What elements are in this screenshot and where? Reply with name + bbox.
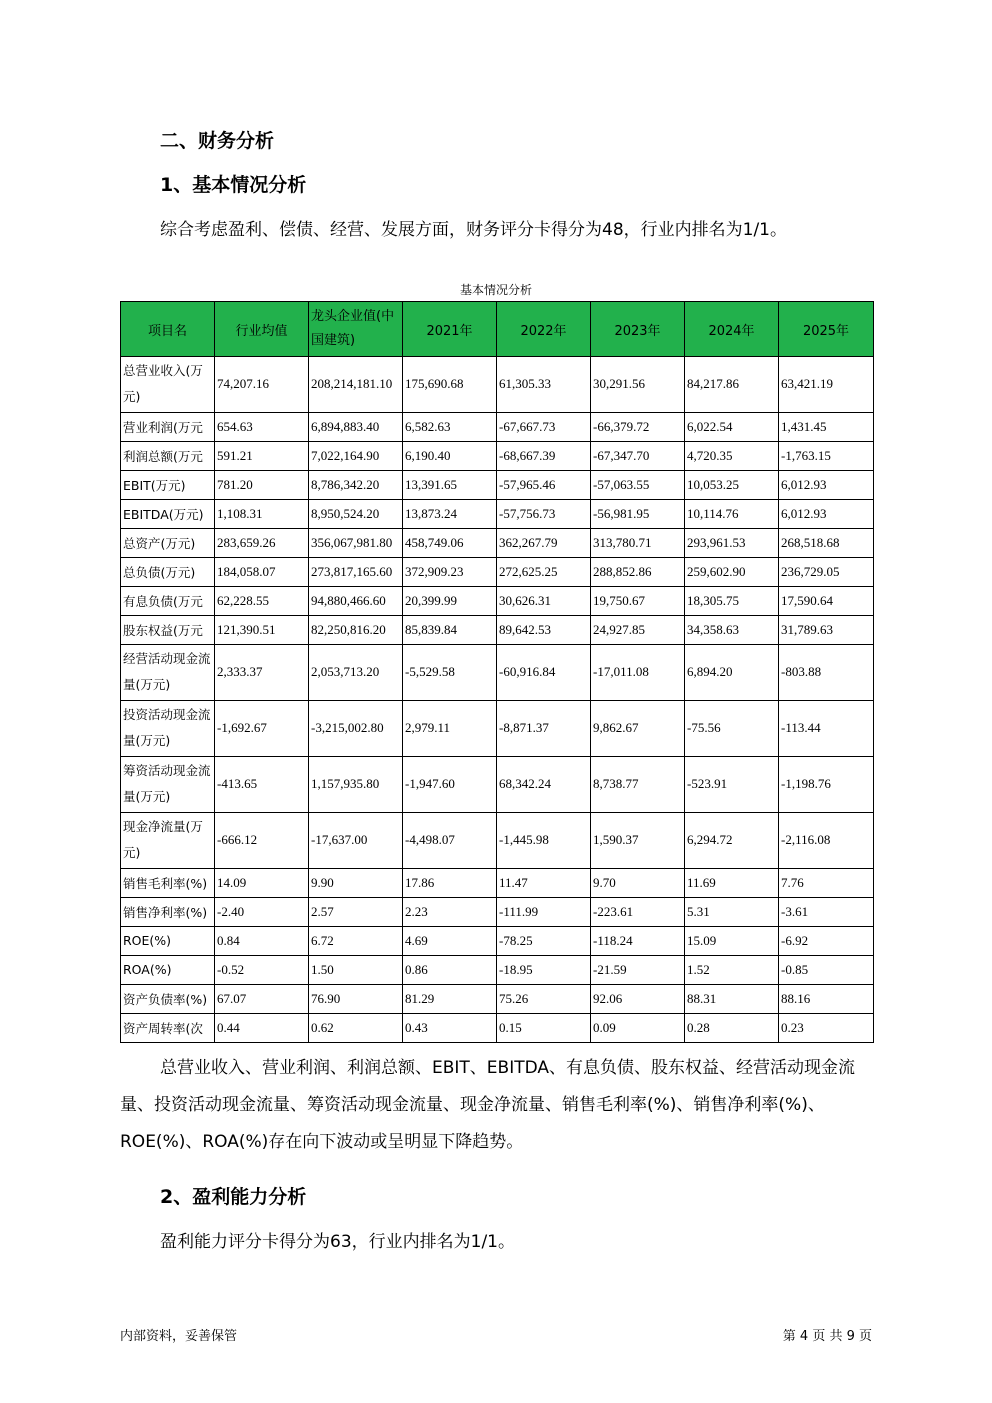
table-header-cell: 龙头企业值(中国建筑) [309, 302, 403, 357]
table-cell: 1,157,935.80 [309, 757, 403, 813]
table-cell: 6,012.93 [779, 471, 874, 500]
row-label: 股东权益(万元 [121, 616, 215, 645]
table-cell: 75.26 [497, 985, 591, 1014]
table-cell: 34,358.63 [685, 616, 779, 645]
table-row [121, 869, 874, 898]
table-cell: -113.44 [779, 701, 874, 757]
table-cell: -413.65 [215, 757, 309, 813]
table-header-cell: 行业均值 [215, 302, 309, 357]
table-row [121, 442, 874, 471]
table-cell: 17.86 [403, 869, 497, 898]
table-cell: 1.52 [685, 956, 779, 985]
table-cell: -111.99 [497, 898, 591, 927]
table-cell: 10,114.76 [685, 500, 779, 529]
table-cell: 6,894,883.40 [309, 413, 403, 442]
table-cell: 356,067,981.80 [309, 529, 403, 558]
table-cell: -2,116.08 [779, 813, 874, 869]
table-row [121, 813, 874, 869]
table-cell: 9.70 [591, 869, 685, 898]
row-label: 经营活动现金流量(万元) [121, 645, 215, 701]
table-cell: -3,215,002.80 [309, 701, 403, 757]
row-label: EBIT(万元) [121, 471, 215, 500]
table-row [121, 529, 874, 558]
table-cell: 9.90 [309, 869, 403, 898]
table-cell: 184,058.07 [215, 558, 309, 587]
table-cell: 0.09 [591, 1014, 685, 1043]
table-row [121, 1014, 874, 1043]
row-label: ROA(%) [121, 956, 215, 985]
table-cell: -118.24 [591, 927, 685, 956]
table-cell: 1.50 [309, 956, 403, 985]
row-label: 投资活动现金流量(万元) [121, 701, 215, 757]
section-title: 二、财务分析 [160, 130, 275, 152]
table-row [121, 558, 874, 587]
table-header-cell: 2024年 [685, 302, 779, 357]
table-cell: 13,873.24 [403, 500, 497, 529]
table-cell: -1,947.60 [403, 757, 497, 813]
row-label: 现金净流量(万元) [121, 813, 215, 869]
table-cell: 62,228.55 [215, 587, 309, 616]
table-cell: 10,053.25 [685, 471, 779, 500]
table-cell: 15.09 [685, 927, 779, 956]
table-cell: -1,692.67 [215, 701, 309, 757]
table-cell: -1,198.76 [779, 757, 874, 813]
table-row [121, 587, 874, 616]
table-row [121, 701, 874, 757]
table-cell: 7,022,164.90 [309, 442, 403, 471]
table-cell: 6.72 [309, 927, 403, 956]
table-cell: 18,305.75 [685, 587, 779, 616]
table-cell: 2.23 [403, 898, 497, 927]
table-cell: 92.06 [591, 985, 685, 1014]
footer-page-number: 第 4 页 共 9 页 [782, 1329, 872, 1344]
table-cell: 6,582.63 [403, 413, 497, 442]
table-cell: 8,738.77 [591, 757, 685, 813]
row-label: EBITDA(万元) [121, 500, 215, 529]
row-label: 筹资活动现金流量(万元) [121, 757, 215, 813]
table-row [121, 757, 874, 813]
table-cell: 1,108.31 [215, 500, 309, 529]
table-cell: 20,399.99 [403, 587, 497, 616]
table-cell: -2.40 [215, 898, 309, 927]
table-cell: -67,347.70 [591, 442, 685, 471]
table-cell: 94,880,466.60 [309, 587, 403, 616]
table-cell: 6,894.20 [685, 645, 779, 701]
table-cell: 11.69 [685, 869, 779, 898]
row-label: 有息负债(万元 [121, 587, 215, 616]
table-cell: 0.28 [685, 1014, 779, 1043]
table-cell: -1,763.15 [779, 442, 874, 471]
table-cell: 175,690.68 [403, 357, 497, 413]
table-cell: -1,445.98 [497, 813, 591, 869]
table-cell: -0.52 [215, 956, 309, 985]
table-row [121, 985, 874, 1014]
table-cell: 76.90 [309, 985, 403, 1014]
trend-text: 总营业收入、营业利润、利润总额、EBIT、EBITDA、有息负债、股东权益、经营活动现金流量、投资活动现金流量、筹资活动现金流量、现金净流量、销售毛利率(%)、销售净利率(%)、ROE(%)、ROA(%)存在向下波动或呈明显下降趋势。 [120, 1058, 856, 1152]
table-cell: 11.47 [497, 869, 591, 898]
table-cell: -5,529.58 [403, 645, 497, 701]
table-cell: 63,421.19 [779, 357, 874, 413]
table-cell: 7.76 [779, 869, 874, 898]
table-cell: 591.21 [215, 442, 309, 471]
table-cell: 81.29 [403, 985, 497, 1014]
table-cell: -666.12 [215, 813, 309, 869]
table-cell: 458,749.06 [403, 529, 497, 558]
table-row [121, 956, 874, 985]
table-cell: 67.07 [215, 985, 309, 1014]
table-header-row [121, 302, 874, 357]
table-cell: -60,916.84 [497, 645, 591, 701]
basic-analysis-table [120, 301, 874, 1043]
table-cell: -21.59 [591, 956, 685, 985]
table-cell: 30,626.31 [497, 587, 591, 616]
subsection-title-profitability: 2、盈利能力分析 [160, 1186, 307, 1208]
table-cell: 236,729.05 [779, 558, 874, 587]
table-cell: 24,927.85 [591, 616, 685, 645]
table-row [121, 413, 874, 442]
row-label: 利润总额(万元 [121, 442, 215, 471]
table-cell: 17,590.64 [779, 587, 874, 616]
table-cell: 0.84 [215, 927, 309, 956]
row-label: 总营业收入(万元) [121, 357, 215, 413]
table-row [121, 927, 874, 956]
table-cell: -223.61 [591, 898, 685, 927]
row-label: 销售毛利率(%) [121, 869, 215, 898]
table-cell: 30,291.56 [591, 357, 685, 413]
row-label: 总负债(万元) [121, 558, 215, 587]
table-cell: 85,839.84 [403, 616, 497, 645]
table-cell: 273,817,165.60 [309, 558, 403, 587]
table-cell: 2.57 [309, 898, 403, 927]
table-cell: -78.25 [497, 927, 591, 956]
table-row [121, 898, 874, 927]
row-label: 资产负债率(%) [121, 985, 215, 1014]
table-cell: 13,391.65 [403, 471, 497, 500]
row-label: 资产周转率(次 [121, 1014, 215, 1043]
table-cell: 89,642.53 [497, 616, 591, 645]
table-cell: 74,207.16 [215, 357, 309, 413]
table-cell: 88.16 [779, 985, 874, 1014]
table-cell: 283,659.26 [215, 529, 309, 558]
table-cell: 4,720.35 [685, 442, 779, 471]
table-cell: 781.20 [215, 471, 309, 500]
table-cell: 68,342.24 [497, 757, 591, 813]
table-cell: 14.09 [215, 869, 309, 898]
table-row [121, 616, 874, 645]
table-cell: 31,789.63 [779, 616, 874, 645]
table-cell: 9,862.67 [591, 701, 685, 757]
table-cell: -17,637.00 [309, 813, 403, 869]
table-cell: 0.44 [215, 1014, 309, 1043]
table-cell: 8,786,342.20 [309, 471, 403, 500]
table-cell: 61,305.33 [497, 357, 591, 413]
table-cell: 0.15 [497, 1014, 591, 1043]
table-cell: 654.63 [215, 413, 309, 442]
table-cell: 372,909.23 [403, 558, 497, 587]
table-cell: -3.61 [779, 898, 874, 927]
table-cell: 208,214,181.10 [309, 357, 403, 413]
table-cell: 4.69 [403, 927, 497, 956]
table-cell: 293,961.53 [685, 529, 779, 558]
table-cell: 121,390.51 [215, 616, 309, 645]
row-label: 总资产(万元) [121, 529, 215, 558]
table-cell: 82,250,816.20 [309, 616, 403, 645]
table-cell: 6,022.54 [685, 413, 779, 442]
table-cell: -57,063.55 [591, 471, 685, 500]
table-cell: 19,750.67 [591, 587, 685, 616]
table-cell: -6.92 [779, 927, 874, 956]
table-row [121, 645, 874, 701]
basic-summary-text: 综合考虑盈利、偿债、经营、发展方面，财务评分卡得分为48，行业内排名为1/1。 [160, 220, 787, 240]
table-cell: -57,965.46 [497, 471, 591, 500]
table-cell: 2,979.11 [403, 701, 497, 757]
table-cell: 0.86 [403, 956, 497, 985]
table-caption: 基本情况分析 [459, 283, 532, 297]
table-cell: 0.62 [309, 1014, 403, 1043]
table-cell: -75.56 [685, 701, 779, 757]
table-header-cell: 2022年 [497, 302, 591, 357]
table-cell: 313,780.71 [591, 529, 685, 558]
table-cell: 2,053,713.20 [309, 645, 403, 701]
table-cell: -56,981.95 [591, 500, 685, 529]
table-cell: 1,590.37 [591, 813, 685, 869]
table-cell: 288,852.86 [591, 558, 685, 587]
table-header-cell: 2023年 [591, 302, 685, 357]
table-header-cell: 2025年 [779, 302, 874, 357]
table-cell: 272,625.25 [497, 558, 591, 587]
subsection-title-basic: 1、基本情况分析 [160, 174, 307, 196]
table-row [121, 471, 874, 500]
table-cell: 362,267.79 [497, 529, 591, 558]
table-header-cell: 项目名 [121, 302, 215, 357]
table-cell: -8,871.37 [497, 701, 591, 757]
row-label: ROE(%) [121, 927, 215, 956]
table-cell: -4,498.07 [403, 813, 497, 869]
table-cell: 2,333.37 [215, 645, 309, 701]
row-label: 营业利润(万元 [121, 413, 215, 442]
table-cell: 268,518.68 [779, 529, 874, 558]
table-cell: -803.88 [779, 645, 874, 701]
table-cell: 88.31 [685, 985, 779, 1014]
footer-confidential: 内部资料，妥善保管 [120, 1329, 238, 1344]
table-cell: 0.23 [779, 1014, 874, 1043]
table-cell: 6,012.93 [779, 500, 874, 529]
table-cell: 6,190.40 [403, 442, 497, 471]
table-cell: -66,379.72 [591, 413, 685, 442]
table-cell: -67,667.73 [497, 413, 591, 442]
table-row [121, 357, 874, 413]
table-cell: -68,667.39 [497, 442, 591, 471]
table-row [121, 500, 874, 529]
table-cell: 259,602.90 [685, 558, 779, 587]
table-cell: -523.91 [685, 757, 779, 813]
table-cell: 0.43 [403, 1014, 497, 1043]
table-cell: -17,011.08 [591, 645, 685, 701]
table-cell: 8,950,524.20 [309, 500, 403, 529]
table-cell: 6,294.72 [685, 813, 779, 869]
table-cell: 1,431.45 [779, 413, 874, 442]
profitability-summary-text: 盈利能力评分卡得分为63，行业内排名为1/1。 [160, 1232, 515, 1252]
row-label: 销售净利率(%) [121, 898, 215, 927]
table-cell: -57,756.73 [497, 500, 591, 529]
table-cell: -0.85 [779, 956, 874, 985]
table-header-cell: 2021年 [403, 302, 497, 357]
table-cell: 84,217.86 [685, 357, 779, 413]
table-cell: -18.95 [497, 956, 591, 985]
table-cell: 5.31 [685, 898, 779, 927]
